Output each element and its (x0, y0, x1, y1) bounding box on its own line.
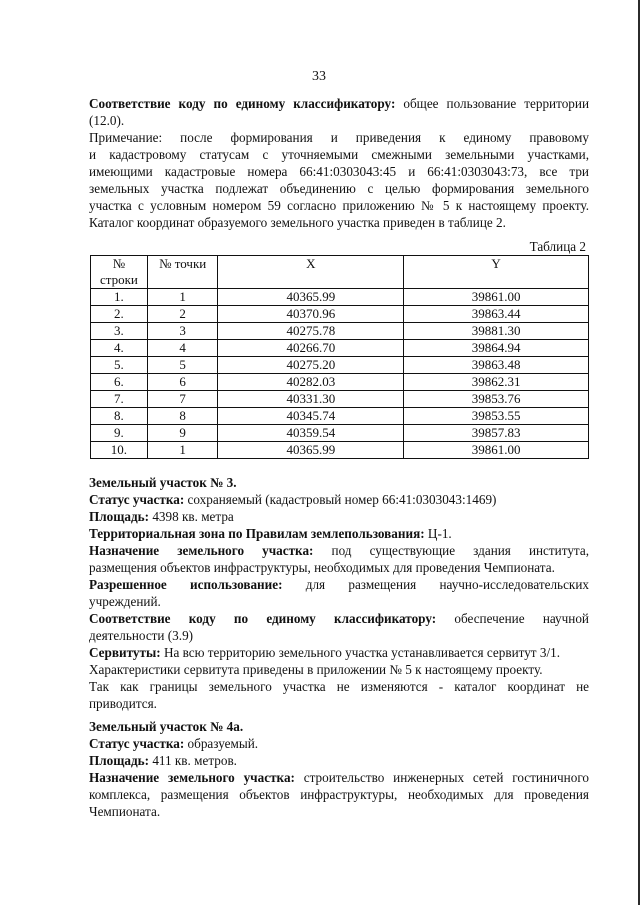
x-coordinate-cell: 40282.03 (218, 374, 404, 391)
row-number-cell: 7. (91, 391, 148, 408)
table-row (91, 323, 589, 340)
x-coordinate-cell: 40345.74 (218, 408, 404, 425)
table-body (91, 289, 589, 459)
plot-3-area (89, 508, 589, 525)
area-label: Площадь: (89, 753, 150, 768)
servitude-value: На всю территорию земельного участка устанавливается сервитут 3/1. (160, 645, 561, 660)
point-number-cell: 9 (147, 425, 218, 442)
point-number-cell: 2 (147, 306, 218, 323)
header-point-number: № точки (147, 256, 218, 289)
area-value: 4398 кв. метра (149, 509, 234, 524)
point-number-cell: 3 (147, 323, 218, 340)
area-value: 411 кв. метров. (149, 753, 237, 768)
row-number-cell: 9. (91, 425, 148, 442)
header-x: X (218, 256, 404, 289)
coordinates-table (90, 255, 589, 459)
note-line: и кадастровому статусам с уточняемыми смежными земельными участками, (89, 147, 589, 162)
plot-3-classifier-cont: деятельности (3.9) (89, 628, 194, 643)
x-coordinate-cell: 40365.99 (218, 289, 404, 306)
classifier-value: общее пользование территории (395, 96, 590, 111)
header-y: Y (404, 256, 589, 289)
classifier-label: Соответствие коду по единому классификатору: (89, 611, 437, 626)
point-number-cell: 5 (147, 357, 218, 374)
y-coordinate-cell: 39862.31 (404, 374, 589, 391)
header-row-number: № строки (91, 256, 148, 289)
y-coordinate-cell: 39857.83 (404, 425, 589, 442)
plot-4a-purpose-cont: Чемпионата. (89, 804, 161, 819)
row-number-cell: 2. (91, 306, 148, 323)
plot-3-permitted-cont: учреждений. (89, 594, 161, 609)
plot-4a-purpose (89, 769, 589, 786)
status-value: образуемый. (184, 736, 259, 751)
plot-3-section (89, 474, 589, 712)
page-number: 33 (312, 69, 326, 84)
plot-3-classifier (89, 610, 589, 627)
purpose-label: Назначение земельного участка: (89, 543, 314, 558)
note-line: участка с условным номером 59 согласно приложению № 5 к настоящему проекту. (89, 198, 589, 213)
permitted-label: Разрешенное использование: (89, 577, 283, 592)
table-row (91, 306, 589, 323)
classifier-value: обеспечение научной (436, 611, 589, 626)
plot-4a-purpose-cont: комплекса, размещения объектов инфраструктуры, необходимых для проведения (89, 787, 589, 802)
row-number-cell: 8. (91, 408, 148, 425)
y-coordinate-cell: 39861.00 (404, 442, 589, 459)
note-line: имеющими кадастровые номера 66:41:0303043:45 и 66:41:0303043:73, все три (89, 164, 589, 179)
x-coordinate-cell: 40359.54 (218, 425, 404, 442)
purpose-value: строительство инженерных сетей гостиничного (294, 770, 589, 785)
x-coordinate-cell: 40331.30 (218, 391, 404, 408)
plot-3-purpose (89, 542, 589, 559)
y-coordinate-cell: 39853.76 (404, 391, 589, 408)
plot-3-servitude-cont: Характеристики сервитута приведены в приложении № 5 к настоящему проекту. (89, 662, 543, 677)
classifier-value-cont: (12.0). (89, 113, 125, 128)
x-coordinate-cell: 40266.70 (218, 340, 404, 357)
plot-4a-status (89, 735, 589, 752)
row-number-cell: 3. (91, 323, 148, 340)
note-line: Каталог координат образуемого земельного участка приведен в таблице 2. (89, 215, 506, 230)
table-row (91, 340, 589, 357)
plot-4a-title: Земельный участок № 4а. (89, 719, 244, 734)
x-coordinate-cell: 40275.78 (218, 323, 404, 340)
servitude-label: Сервитуты: (89, 645, 161, 660)
row-number-cell: 10. (91, 442, 148, 459)
note-line: земельных участка подлежат объединению с целью формирования земельного (89, 181, 589, 196)
table-row (91, 374, 589, 391)
table-row (91, 425, 589, 442)
x-coordinate-cell: 40365.99 (218, 442, 404, 459)
row-number-cell: 6. (91, 374, 148, 391)
table-row (91, 391, 589, 408)
x-coordinate-cell: 40275.20 (218, 357, 404, 374)
status-value: сохраняемый (кадастровый номер 66:41:0303043:1469) (184, 492, 497, 507)
zone-label: Территориальная зона по Правилам землепользования: (89, 526, 425, 541)
permitted-value: для размещения научно-исследовательских (282, 577, 589, 592)
purpose-label: Назначение земельного участка: (89, 770, 295, 785)
y-coordinate-cell: 39863.48 (404, 357, 589, 374)
plot-3-servitude (89, 644, 589, 661)
row-number-cell: 5. (91, 357, 148, 374)
intro-section (89, 95, 589, 231)
plot-3-catalog-note-cont: приводится. (89, 696, 157, 711)
plot-3-permitted (89, 576, 589, 593)
purpose-value: под существующие здания института, (313, 543, 589, 558)
status-label: Статус участка: (89, 736, 185, 751)
point-number-cell: 4 (147, 340, 218, 357)
table-row (91, 289, 589, 306)
point-number-cell: 8 (147, 408, 218, 425)
plot-3-status (89, 491, 589, 508)
point-number-cell: 6 (147, 374, 218, 391)
x-coordinate-cell: 40370.96 (218, 306, 404, 323)
row-number-cell: 1. (91, 289, 148, 306)
zone-value: Ц-1. (424, 526, 452, 541)
plot-4a-area (89, 752, 589, 769)
classifier-label: Соответствие коду по единому классификатору: (89, 96, 396, 111)
y-coordinate-cell: 39853.55 (404, 408, 589, 425)
table-row (91, 442, 589, 459)
table-row (91, 408, 589, 425)
classifier-line (89, 95, 589, 112)
plot-3-purpose-cont: размещения объектов инфраструктуры, необходимых для проведения Чемпионата. (89, 560, 555, 575)
y-coordinate-cell: 39863.44 (404, 306, 589, 323)
row-number-cell: 4. (91, 340, 148, 357)
note-line: Примечание: после формирования и приведения к единому правовому (89, 130, 589, 145)
point-number-cell: 1 (147, 442, 218, 459)
point-number-cell: 1 (147, 289, 218, 306)
status-label: Статус участка: (89, 492, 185, 507)
table-header-row (91, 256, 589, 289)
plot-3-catalog-note: Так как границы земельного участка не изменяются - каталог координат не (89, 679, 589, 694)
plot-3-title: Земельный участок № 3. (89, 475, 237, 490)
point-number-cell: 7 (147, 391, 218, 408)
y-coordinate-cell: 39881.30 (404, 323, 589, 340)
y-coordinate-cell: 39864.94 (404, 340, 589, 357)
area-label: Площадь: (89, 509, 150, 524)
y-coordinate-cell: 39861.00 (404, 289, 589, 306)
table-caption: Таблица 2 (529, 239, 586, 254)
plot-3-zone (89, 525, 589, 542)
table-row (91, 357, 589, 374)
plot-4a-section (89, 718, 589, 820)
